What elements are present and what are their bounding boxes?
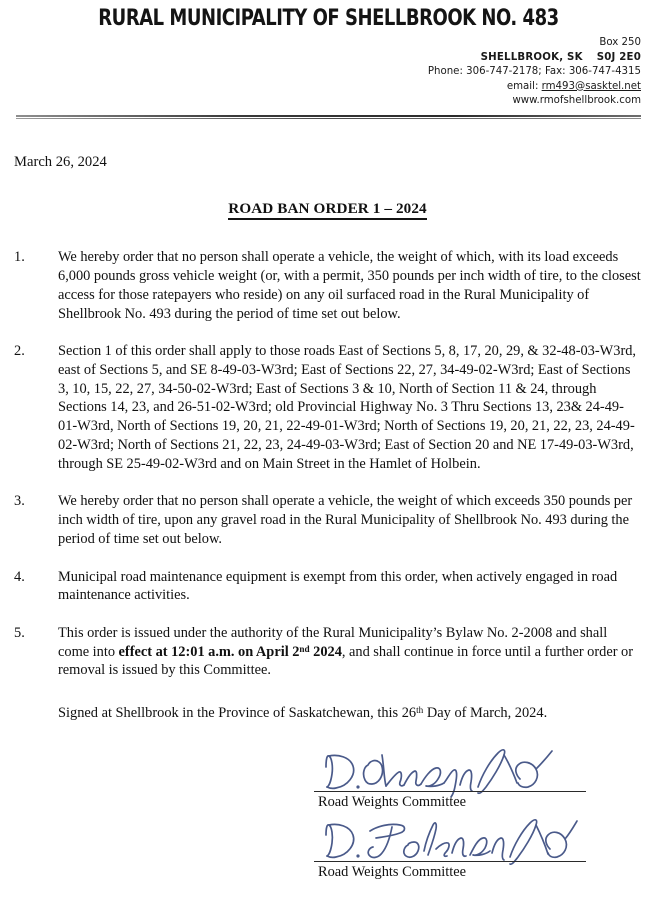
- clause5-trailing-text: , and shall continue in force until a further order or removal is issued by this Committee.: [58, 643, 634, 679]
- signature-line: [314, 861, 586, 862]
- clause-number: 5.: [14, 624, 25, 641]
- po-box-line: Box 250: [599, 37, 641, 49]
- clause-text: Municipal road maintenance equipment is exempt from this order, when actively engaged in road maintenance activities.: [58, 568, 618, 604]
- clause-item: [14, 342, 641, 473]
- clause-item: [14, 624, 641, 680]
- clause-item: [14, 248, 641, 323]
- signature-line: [314, 791, 586, 792]
- email-line: [10, 80, 641, 94]
- document-title: [14, 199, 641, 219]
- phone-fax-line: Phone: 306-747-2178; Fax: 306-747-4315: [427, 66, 641, 78]
- clause5-ordinal-suffix: nd: [299, 643, 310, 654]
- document-body: [0, 153, 657, 881]
- divider-thin-rule: [16, 118, 641, 119]
- clause-number: 2.: [14, 343, 25, 360]
- signing-statement: [58, 704, 641, 723]
- signing-ordinal-suffix: th: [416, 705, 424, 716]
- document-title-text: ROAD BAN ORDER 1 – 2024: [228, 200, 426, 220]
- signature-block: [314, 819, 614, 881]
- signature-block: [314, 749, 614, 811]
- clause-list: [14, 248, 641, 680]
- clause5-bold-year: 2024: [309, 643, 342, 660]
- postal-code: S0J 2E0: [596, 51, 641, 63]
- clause-item: [14, 568, 641, 605]
- signing-tail: Day of March, 2024.: [423, 705, 548, 722]
- clause-text: [58, 624, 641, 680]
- city-line: SHELLBROOK, SK: [480, 51, 583, 63]
- website-line: www.rmofshellbrook.com: [512, 95, 641, 107]
- email-label: email:: [506, 80, 539, 92]
- clause5-lead-text: This order is issued under the authority of the Rural Municipality’s Bylaw No. 2-2008 and shall come into: [58, 624, 608, 660]
- signature-caption: Road Weights Committee: [318, 793, 467, 810]
- signature-caption: Road Weights Committee: [318, 863, 467, 880]
- clause-text: Section 1 of this order shall apply to those roads East of Sections 5, 8, 17, 20, 29, & 32-48-03-W3rd, east of Sections 5, and SE 8-49-03-W3rd; East of Sections 22, 27, 34-49-02-W3rd; East of Sections 3, 10, 15, 22, 27, 34-50-02-W3rd; East of Sections 3 & 10, North of Section 11 & 24, through Sections 14, 23, and 26-51-02-W3rd; old Provincial Highway No. 3 Thru Sections 13, 23& 24-49-01-W3rd, North of Sections 19, 20, 21, 22-49-01-W3rd; North of Sections 19, 20, 21, 22, 23, 24-49-02-W3rd; North of Sections 21, 22, 23, 24-49-03-W3rd; East of Section 20 and NE 17-49-03-W3rd, through SE 25-49-02-W3rd and on Main Street in the Hamlet of Holbein.: [58, 343, 637, 472]
- signing-lead: Signed at Shellbrook in the Province of Saskatchewan, this 26: [58, 705, 417, 722]
- letterhead: [0, 0, 657, 119]
- clause-text: We hereby order that no person shall operate a vehicle, the weight of which, with its load exceeds 6,000 pounds gross vehicle weight (or, with a permit, 350 pounds per inch width of tire, to the closest access for those ratepayers who reside) on any oil surfaced road in the Rural Municipality of Shellbrook No. 493 during the period of time set out below.: [58, 249, 641, 322]
- clause-number: 3.: [14, 493, 25, 510]
- clause-item: [14, 492, 641, 548]
- email-link[interactable]: rm493@sasktel.net: [541, 80, 641, 92]
- clause-number: 4.: [14, 568, 25, 585]
- city-postal-line: [10, 51, 641, 65]
- clause5-bold-lead: effect at 12:01 a.m. on April 2: [118, 643, 300, 660]
- clause-text: We hereby order that no person shall operate a vehicle, the weight of which exceeds 350 pounds per inch width of tire, upon any gravel road in the Rural Municipality of Shellbrook No. 493 during the period of time set out below.: [58, 493, 633, 547]
- contact-block: [10, 36, 647, 108]
- document-date: March 26, 2024: [14, 153, 107, 170]
- letterhead-divider: [16, 115, 641, 119]
- clause5-effective-date: [119, 644, 342, 660]
- clause-number: 1.: [14, 249, 25, 266]
- organization-masthead: RURAL MUNICIPALITY OF SHELLBROOK NO. 483: [98, 5, 559, 31]
